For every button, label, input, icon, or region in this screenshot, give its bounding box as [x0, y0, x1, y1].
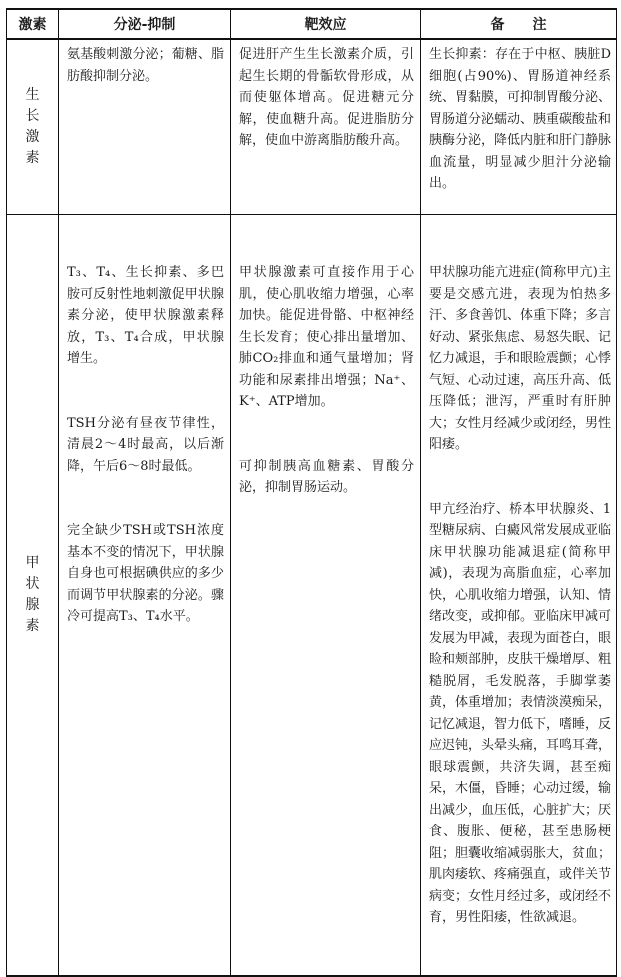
header-effect: 靶效应 — [231, 9, 421, 39]
hormone-cell — [7, 39, 59, 215]
notes-paragraph: 甲亢经治疗、桥本甲状腺炎、1型糖尿病、白癜风常发展成亚临床甲状腺功能减退症(简称甲减)，表现为高脂血症，心率加快，心肌收缩力增强，认知、情绪改变，或抑郁。亚临床甲减可发展为甲减，表现为面苍白，眼睑和颊部肿，皮肤干燥增厚、粗糙脱屑，毛发脱落，手脚掌萎黄，体重增加；表情淡漠痴呆，记忆减退，智力低下，嗜睡，反应迟钝，头晕头痛，耳鸣耳聋，眼球震颤，共济失调，甚至痴呆，木僵，昏睡；心动过缓，输出减少，血压低，心脏扩大；厌食、腹胀、便秘，甚至患肠梗阻；胆囊收缩减弱胀大，贫血；肌肉痿软、疼痛强直，或伴关节病变；女性月经过多，或闭经不育，男性阳痿，性欲减退。 — [429, 501, 612, 925]
notes-paragraph: 甲状腺功能亢进症(简称甲亢)主要是交感亢进，表现为怕热多汗、多食善饥、体重下降；多言好动、紧张焦虑、易怒失眠、记忆力减退，手和眼睑震颤；心悸气短、心动过速，高压升高、低压降低；泄泻，严重时有肝肿大；女性月经减少或闭经，男性阳痿。 — [429, 265, 612, 452]
effect-text — [231, 215, 420, 545]
secretion-cell — [59, 215, 231, 976]
secretion-paragraph: 完全缺少TSH或TSH浓度基本不变的情况下，甲状腺自身也可根据碘供应的多少而调节甲状腺素的分泌。骤冷可提高T₃、T₄水平。 — [67, 523, 224, 624]
notes-text — [421, 215, 616, 975]
secretion-paragraph: T₃、T₄、生长抑素、多巴胺可反射性地刺激促甲状腺素分泌，使甲状腺激素释放，T₃、T₄合成，甲状腺增生。 — [67, 265, 224, 366]
effect-text: 促进肝产生生长激素介质，引起生长期的骨骺软骨形成，从而使躯体增高。促进糖元分解，使血糖升高。促进脂肪分解，使血中游离脂肪酸升高。 — [239, 47, 414, 148]
effect-cell — [231, 39, 421, 215]
secretion-paragraph: TSH分泌有昼夜节律性，清晨2～4时最高，以后渐降，午后6～8时最低。 — [67, 415, 224, 474]
notes-cell — [421, 215, 617, 976]
effect-paragraph: 可抑制胰高血糖素、胃酸分泌，抑制胃肠运动。 — [239, 458, 414, 495]
header-notes: 备 注 — [421, 9, 617, 39]
notes-text: 生长抑素：存在于中枢、胰脏D细胞(占90%)、胃肠道神经系统、胃黏膜，可抑制胃酸分泌、胃肠道分泌蠕动、胰重碳酸盐和胰酶分泌，降低内脏和肝门静脉血流量，明显减少胆汁分泌输出。 — [429, 47, 612, 191]
hormone-table — [6, 8, 617, 977]
secretion-cell — [59, 39, 231, 215]
notes-cell — [421, 39, 617, 215]
header-hormone: 激素 — [7, 9, 59, 39]
table-header-row — [7, 9, 617, 39]
effect-cell — [231, 215, 421, 976]
header-secretion: 分泌-抑制 — [59, 9, 231, 39]
hormone-name: 甲状腺素 — [25, 554, 40, 634]
table-row — [7, 39, 617, 215]
hormone-name: 生长激素 — [25, 87, 40, 166]
effect-paragraph: 甲状腺激素可直接作用于心肌，使心肌收缩力增强，心率加快。能促进骨骼、中枢神经生长发育；使心排出量增加、肺CO₂排血和通气量增加；肾功能和尿素排出增强；Na⁺、K⁺、ATP增加。 — [239, 265, 414, 409]
secretion-text — [59, 215, 230, 674]
table-row — [7, 215, 617, 976]
hormone-cell — [7, 215, 59, 976]
secretion-text: 氨基酸刺激分泌；葡糖、脂肪酸抑制分泌。 — [67, 47, 224, 84]
